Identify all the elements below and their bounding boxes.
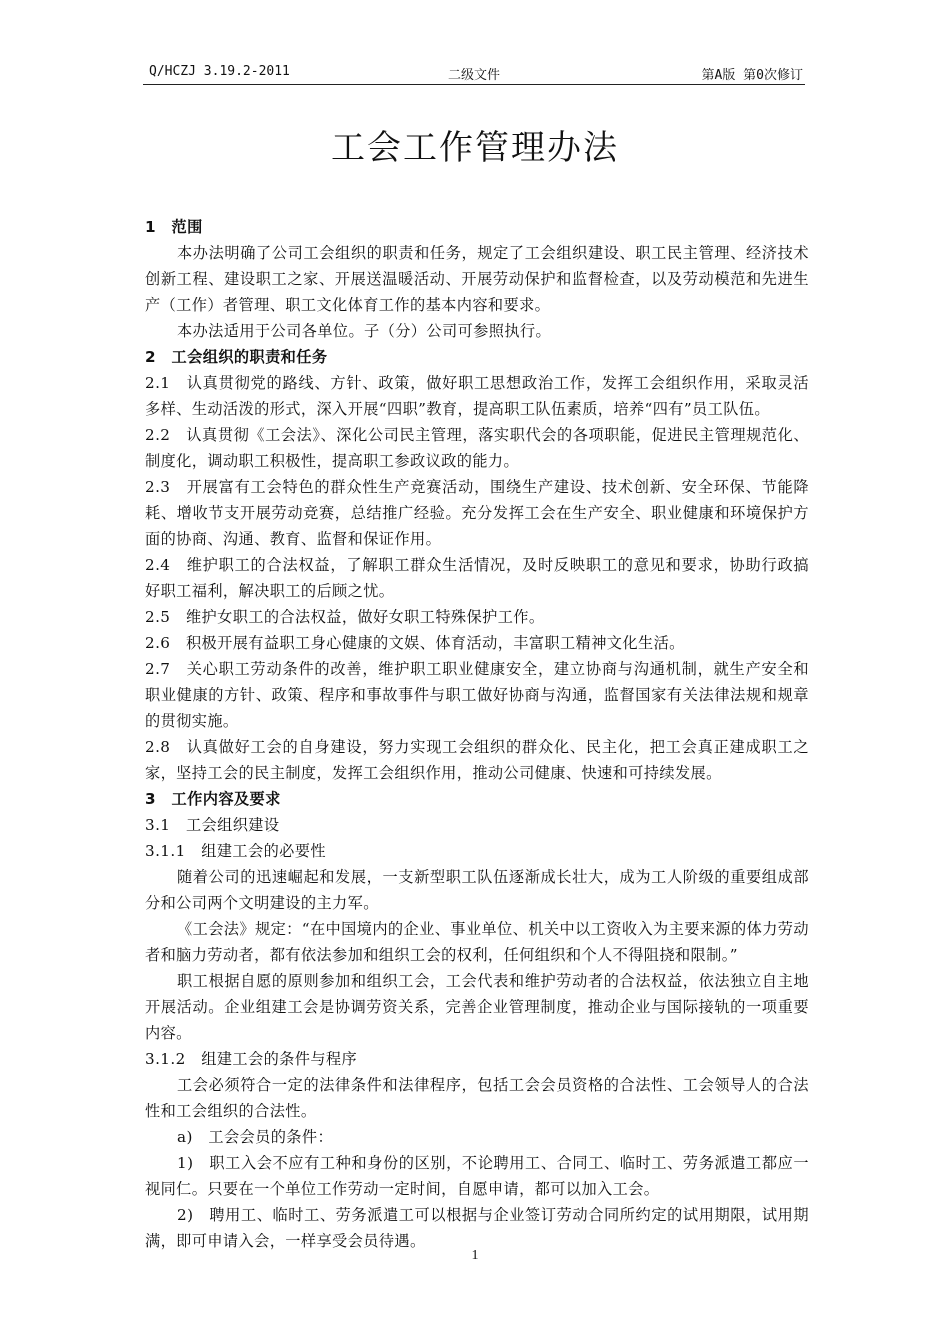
paragraph: 职工根据自愿的原则参加和组织工会，工会代表和维护劳动者的合法权益，依法独立自主地开展活动。企业组建工会是协调劳资关系，完善企业管理制度，推动企业与国际接轨的一项重要内容。 [145,972,809,1042]
page-number: 1 [471,1248,479,1263]
document-code: Q/HCZJ 3.19.2-2011 [149,64,290,79]
paragraph: 《工会法》规定：“在中国境内的企业、事业单位、机关中以工资收入为主要来源的体力劳动者和脑力劳动者，都有依法参加和组织工会的权利，任何组织和个人不得阻挠和限制。” [145,920,809,964]
paragraph: 本办法明确了公司工会组织的职责和任务，规定了工会组织建设、职工民主管理、经济技术创新工程、建设职工之家、开展送温暖活动、开展劳动保护和监督检查，以及劳动模范和先进生产（工作）者管理、职工文化体育工作的基本内容和要求。 [145,244,809,314]
list-item: 2) 聘用工、临时工、劳务派遣工可以根据与企业签订劳动合同所约定的试用期限，试用期满，即可申请入会，一样享受会员待遇。 [145,1206,809,1250]
clause: 2.1 认真贯彻党的路线、方针、政策，做好职工思想政治工作，发挥工会组织作用，采取灵活多样、生动活泼的形式，深入开展“四职”教育，提高职工队伍素质，培养“四有”员工队伍。 [145,374,809,418]
document-level: 二级文件 [447,68,500,83]
paragraph: 本办法适用于公司各单位。子（分）公司可参照执行。 [177,322,552,340]
clause: 2.2 认真贯彻《工会法》、深化公司民主管理，落实职代会的各项职能，促进民主管理规范化、制度化，调动职工积极性，提高职工参政议政的能力。 [145,426,809,470]
clause: 2.5 维护女职工的合法权益，做好女职工特殊保护工作。 [145,608,545,626]
page-header [143,60,805,85]
paragraph: 工会必须符合一定的法律条件和法律程序，包括工会会员资格的合法性、工会领导人的合法性和工会组织的合法性。 [145,1076,809,1120]
section-heading: 3 工作内容及要求 [145,790,281,808]
clause: 2.6 积极开展有益职工身心健康的文娱、体育活动，丰富职工精神文化生活。 [145,634,685,652]
clause: 2.7 关心职工劳动条件的改善，维护职工职业健康安全，建立协商与沟通机制，就生产安全和职业健康的方针、政策、程序和事故事件与职工做好协商与沟通，监督国家有关法律法规和规章的贯彻实施。 [145,660,809,730]
document-title: 工会工作管理办法 [331,128,619,168]
document-body [145,214,809,1254]
subsection-heading: 3.1.1 组建工会的必要性 [145,842,326,860]
paragraph: 随着公司的迅速崛起和发展，一支新型职工队伍逐渐成长壮大，成为工人阶级的重要组成部分和公司两个文明建设的主力军。 [145,868,809,912]
document-version: 第A版 第0次修订 [701,68,803,83]
clause: 2.4 维护职工的合法权益，了解职工群众生活情况，及时反映职工的意见和要求，协助行政搞好职工福利，解决职工的后顾之忧。 [145,556,809,600]
clause: 2.3 开展富有工会特色的群众性生产竞赛活动，围绕生产建设、技术创新、安全环保、节能降耗、增收节支开展劳动竞赛，总结推广经验。充分发挥工会在生产安全、职业健康和环境保护方面的协商、沟通、教育、监督和保证作用。 [145,478,809,548]
subsection-heading: 3.1 工会组织建设 [145,816,280,834]
subsection-heading: 3.1.2 组建工会的条件与程序 [145,1050,358,1068]
list-item: 1) 职工入会不应有工种和身份的区别，不论聘用工、合同工、临时工、劳务派遣工都应一视同仁。只要在一个单位工作劳动一定时间，自愿申请，都可以加入工会。 [145,1154,809,1198]
clause: 2.8 认真做好工会的自身建设，努力实现工会组织的群众化、民主化，把工会真正建成职工之家，坚持工会的民主制度，发挥工会组织作用，推动公司健康、快速和可持续发展。 [145,738,809,782]
list-item: a) 工会会员的条件： [177,1128,334,1146]
section-heading: 1 范围 [145,218,203,236]
section-heading: 2 工会组织的职责和任务 [145,348,328,366]
